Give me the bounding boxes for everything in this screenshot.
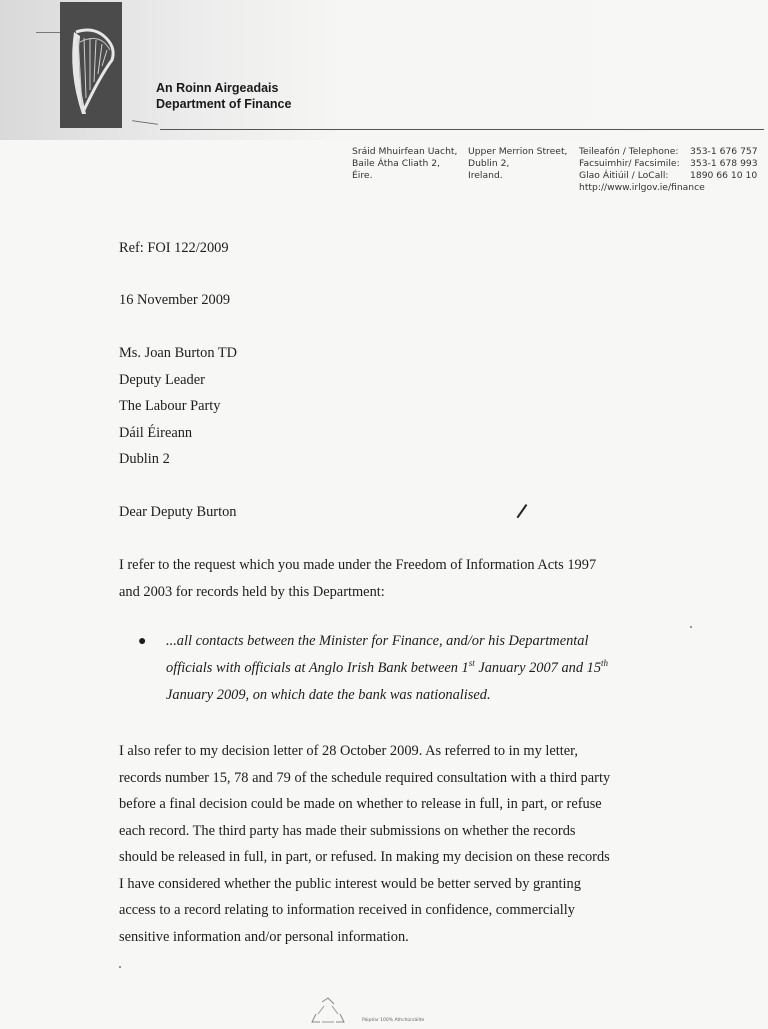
address-line: Sráid Mhuirfean Uacht, [352,146,458,157]
paragraph-decision [119,738,679,950]
contact-locall [579,170,758,182]
paragraph-line: and 2003 for records held by this Department: [119,583,385,600]
paragraph-line: each record. The third party has made their submissions on whether the records [119,822,576,839]
contact-details [579,146,758,194]
department-name-irish: An Roinn Airgeadais [156,81,279,95]
address-english [468,146,567,182]
contact-facsimile [579,158,758,170]
recipient-address [119,340,679,473]
paragraph-line: before a final decision could be made on whether to release in full, in part, or refuse [119,796,602,812]
letter-date: 16 November 2009 [119,292,231,308]
recipient-line: The Labour Party [119,398,221,414]
paragraph-line: I also refer to my decision letter of 28 October 2009. As referred to in my letter, [119,743,578,759]
paragraph-line: should be released in full, in part, or refused. In making my decision on these records [119,849,610,865]
address-line: Éire. [352,170,373,181]
paragraph-line: records number 15, 78 and 79 of the schedule required consultation with a third party [119,769,611,786]
letterhead-rule [160,129,764,130]
contact-value: 1890 66 10 10 [690,170,758,181]
recycle-icon [306,996,352,1024]
paragraph-line: sensitive information and/or personal information. [119,928,409,945]
paragraph-line: I refer to the request which you made under the Freedom of Information Acts 1997 [119,557,597,573]
paragraph-line: access to a record relating to information received in confidence, commercially [119,902,575,918]
contact-value: 353-1 678 993 [690,158,758,169]
bullet-icon: ● [138,634,147,649]
recipient-line: Deputy Leader [119,371,205,388]
address-line: Dublin 2, [468,158,510,169]
recipient-line: Dublin 2 [119,451,170,467]
ordinal-suffix: st [468,658,475,669]
quote-line: January 2009, on which date the bank was nationalised. [166,687,491,703]
contact-value: 353-1 676 757 [690,146,758,157]
recipient-line: Dáil Éireann [119,424,193,441]
harp-emblem-icon [60,2,122,128]
website-link[interactable]: http://www.irlgov.ie/finance [579,182,705,193]
contact-label: Glao Áitiúil / LoCall: [579,170,669,181]
address-line: Upper Merrion Street, [468,146,568,157]
contact-telephone [579,146,758,158]
recycled-paper-note: Páipéar 100% Athchúrsáilte [362,1018,425,1023]
quote-line [166,655,666,682]
address-irish [352,146,457,182]
quote-text: January 2007 and 15 [474,660,602,676]
address-line: Baile Átha Cliath 2, [352,158,440,169]
scan-speck [690,626,692,628]
quote-text: officials with officials at Anglo Irish Bank between 1 [166,660,469,676]
scan-speck [119,966,121,968]
paragraph-line: I have considered whether the public interest would be better served by granting [119,875,581,892]
quote-line: ...all contacts between the Minister for Finance, and/or his Departmental [166,633,589,649]
address-line: Ireland. [468,170,503,181]
contact-label: Facsuimhir/ Facsimile: [579,158,680,169]
reference-number: Ref: FOI 122/2009 [119,240,229,256]
paragraph-request [119,552,679,605]
salutation: Dear Deputy Burton [119,504,237,520]
department-name-english: Department of Finance [156,97,292,111]
department-name [156,80,291,112]
recipient-line: Ms. Joan Burton TD [119,345,238,361]
ordinal-suffix: th [601,658,609,669]
contact-label: Teileafón / Telephone: [579,146,679,157]
